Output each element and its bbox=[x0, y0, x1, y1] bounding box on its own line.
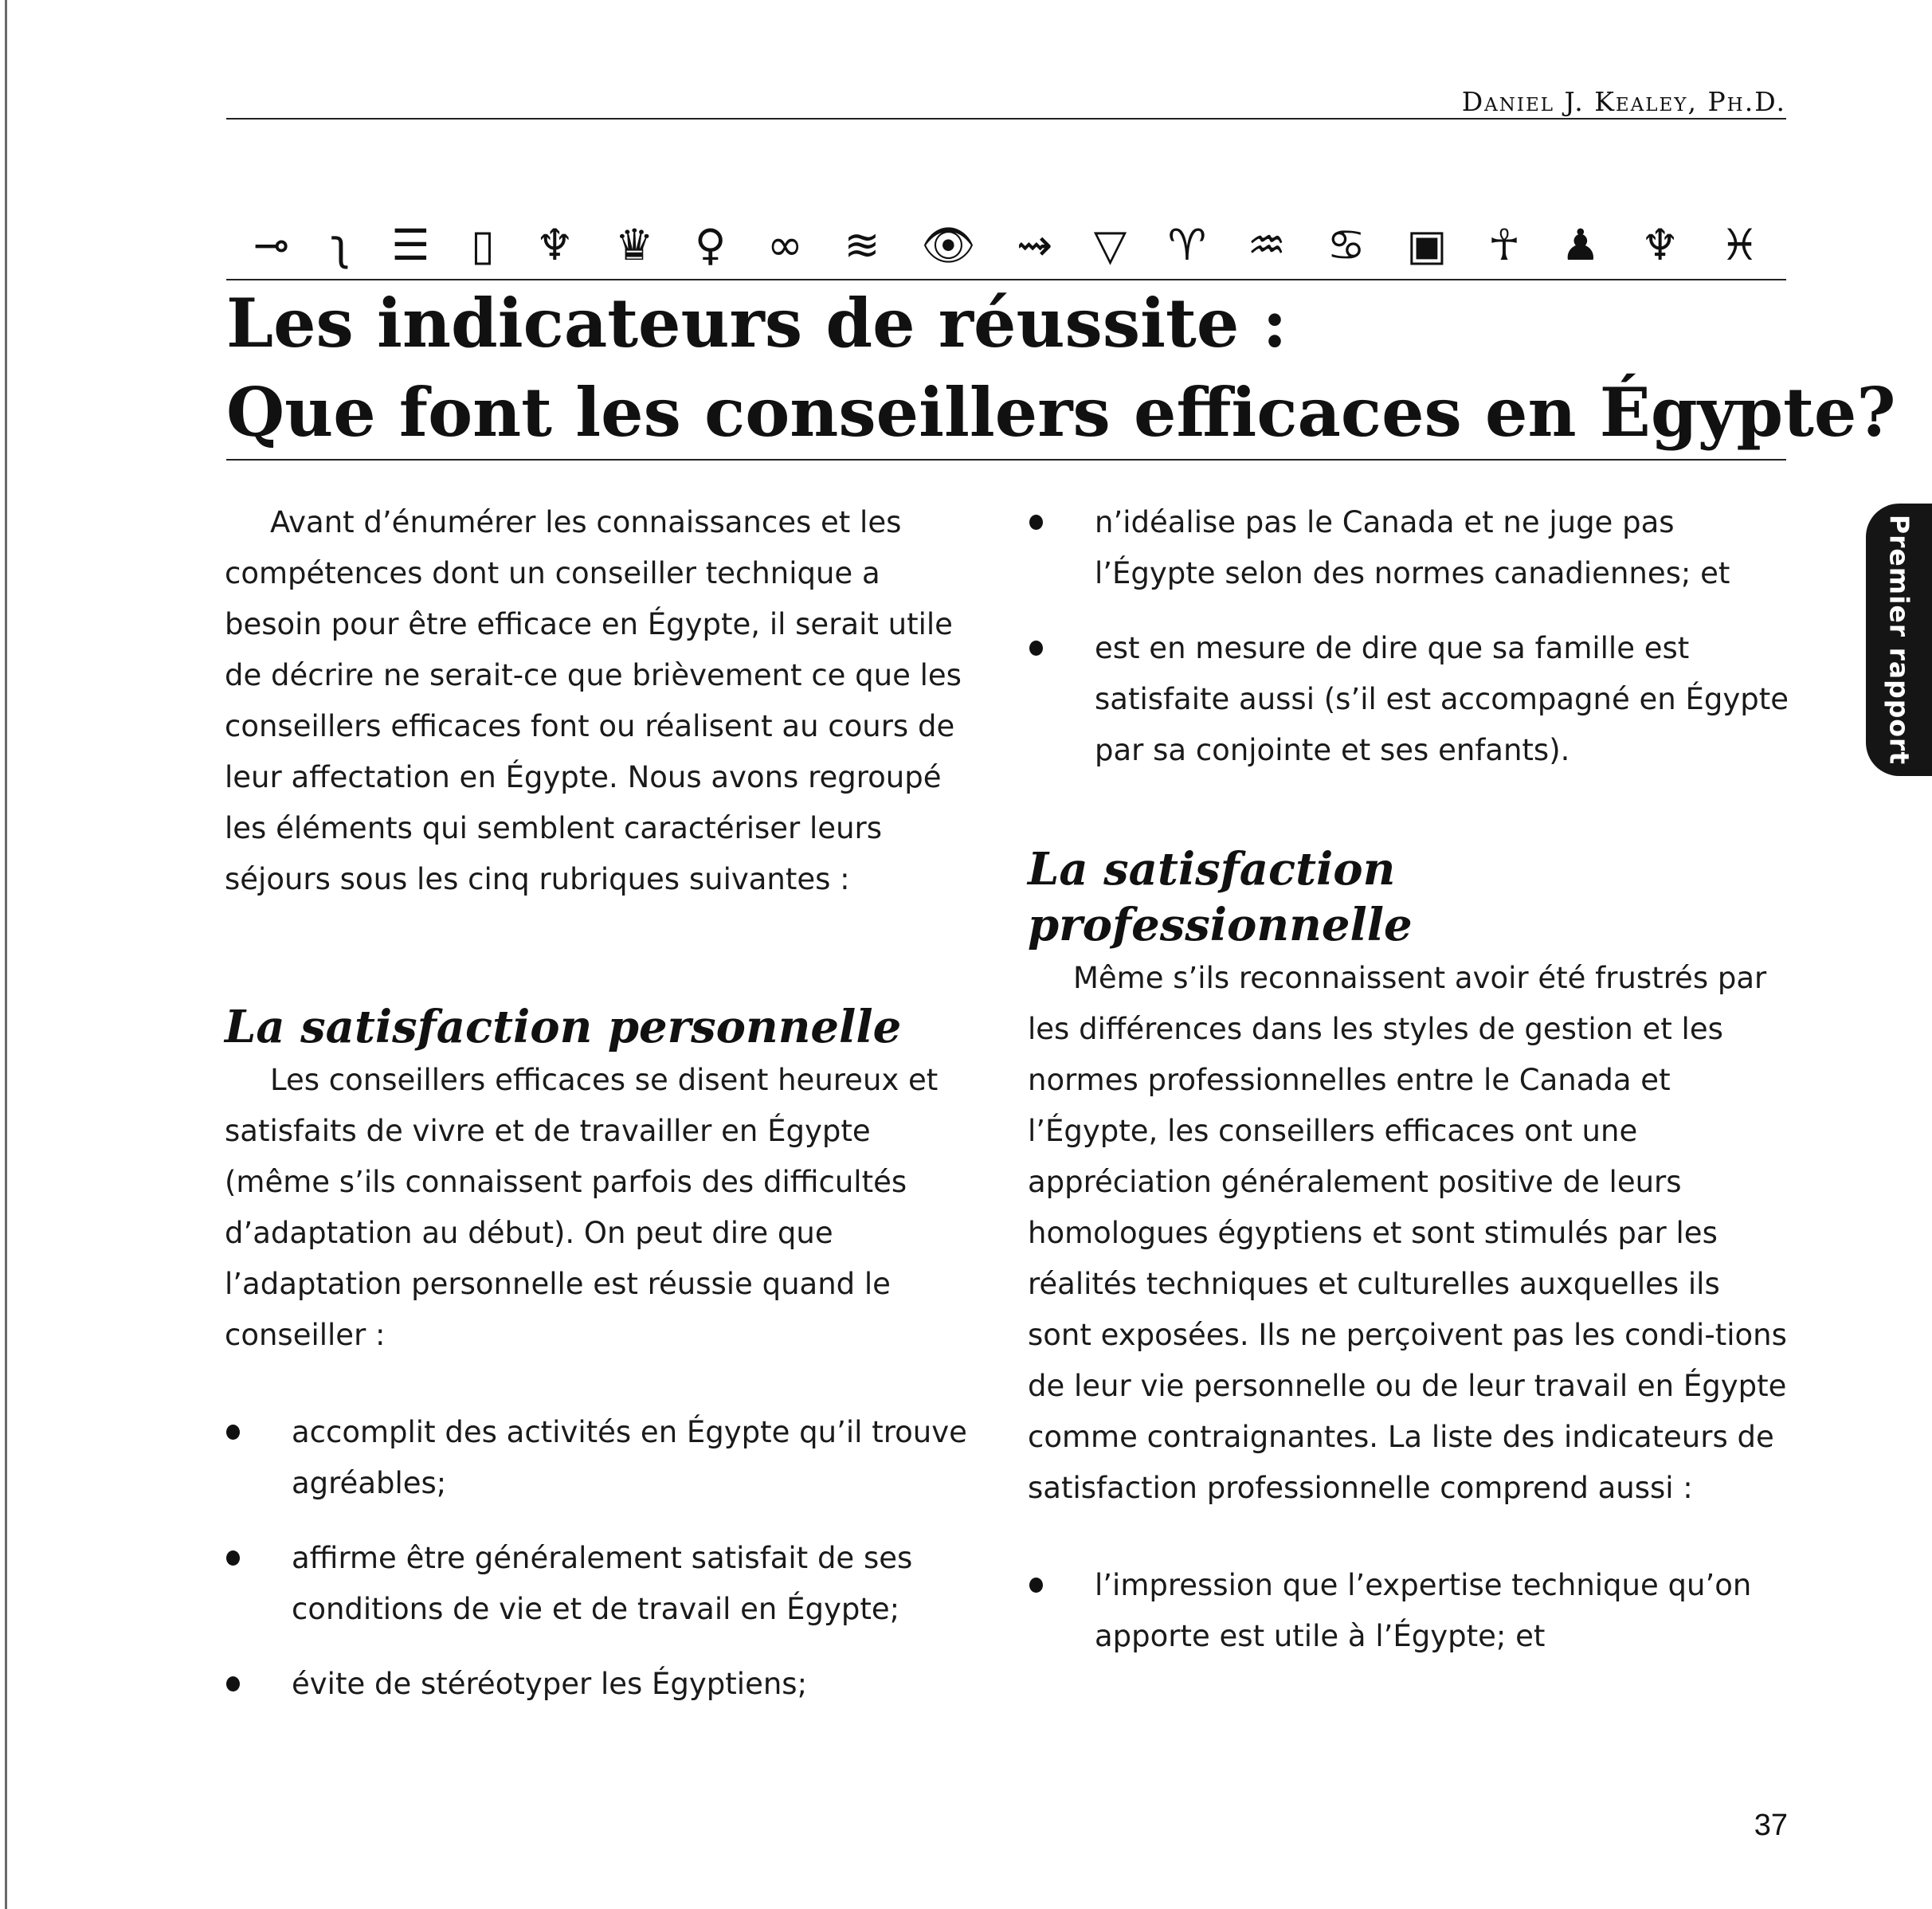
section-title-professional: La satisfaction professionnelle bbox=[1028, 843, 1413, 951]
hieroglyph-icon: ▽ bbox=[1093, 220, 1127, 270]
side-tab bbox=[1866, 504, 1932, 776]
title-line-1: Les indicateurs de réussite : bbox=[226, 284, 1287, 363]
side-tab-label: Premier rapport bbox=[1883, 514, 1914, 766]
hieroglyph-icon: 👁 bbox=[921, 220, 976, 270]
left-column bbox=[225, 497, 982, 1710]
hieroglyph-icon: ♓ bbox=[1720, 220, 1759, 270]
hieroglyph-icon: ♀ bbox=[694, 220, 727, 270]
hieroglyph-icon: ʅ bbox=[330, 220, 351, 270]
hieroglyph-icon: ☰ bbox=[391, 220, 430, 270]
list-item: est en mesure de dire que sa famille est satisfaite aussi (s’il est accompagné en Égypte par sa conjointe et ses enfants). bbox=[1028, 623, 1793, 776]
section-title-personal: La satisfaction personnelle bbox=[225, 1001, 902, 1053]
hieroglyph-icon: ♋ bbox=[1327, 220, 1366, 270]
bullet-list-professional bbox=[1028, 1560, 1793, 1662]
running-head-author: Daniel J. Kealey, Ph.D. bbox=[1461, 86, 1786, 117]
hieroglyph-icon: ⇝ bbox=[1017, 220, 1053, 270]
hieroglyph-icon: ▯ bbox=[470, 220, 495, 270]
hieroglyph-icon: ⊸ bbox=[253, 220, 290, 270]
hieroglyph-icon: ☥ bbox=[1487, 220, 1521, 270]
hieroglyph-icon: ♟ bbox=[1561, 220, 1601, 270]
title-line-2: Que font les conseillers efficaces en Égypte? bbox=[226, 373, 1896, 452]
section-body-personal: Les conseillers efficaces se disent heureux et satisfaits de vivre et de travailler en Égypte (même s’ils connaissent parfois des difficultés d’adaptation au début). On peut dire que l’adaptation personnelle est réussie quand le conseiller : bbox=[225, 1063, 939, 1352]
bullet-list-personal bbox=[225, 1407, 982, 1710]
hieroglyph-icon: ▣ bbox=[1406, 220, 1448, 270]
section-body-professional: Même s’ils reconnaissent avoir été frustrés par les différences dans les styles de gestion et les normes professionnelles entre le Canada et l’Égypte, les conseillers efficaces ont une appréciation généralement positive de leurs homologues égyptiens et sont stimulés par les réalités techniques et culturelles auxquelles ils sont exposées. Ils ne perçoivent pas les condi-tions de leur vie personnelle ou de leur travail en Égypte comme contraignantes. La liste des indicateurs de satisfaction professionnelle comprend aussi : bbox=[1028, 961, 1787, 1505]
hieroglyph-icon: ♆ bbox=[535, 220, 574, 270]
hieroglyph-icon: ♆ bbox=[1640, 220, 1679, 270]
hieroglyph-icon: ≋ bbox=[844, 220, 880, 270]
hieroglyph-icon: ♛ bbox=[615, 220, 654, 270]
list-item: n’idéalise pas le Canada et ne juge pas l’Égypte selon des normes canadiennes; et bbox=[1028, 497, 1793, 599]
intro-paragraph: Avant d’énumérer les connaissances et les compétences dont un conseiller technique a besoin pour être efficace en Égypte, il serait utile de décrire ne serait-ce que brièvement ce que les conseillers efficaces font ou réalisent au cours de leur affectation en Égypte. Nous avons regroupé les éléments qui semblent caractériser leurs séjours sous les cinq rubriques suivantes : bbox=[225, 505, 962, 896]
list-item: affirme être généralement satisfait de ses conditions de vie et de travail en Égypte; bbox=[225, 1533, 982, 1635]
hieroglyph-icon: ♈ bbox=[1167, 220, 1207, 270]
page-number: 37 bbox=[1754, 1809, 1788, 1842]
hieroglyph-icon: ∞ bbox=[766, 220, 803, 270]
page-title bbox=[226, 279, 1896, 457]
list-item: l’impression que l’expertise technique qu’on apporte est utile à l’Égypte; et bbox=[1028, 1560, 1793, 1662]
right-column bbox=[1028, 497, 1793, 1662]
scan-edge bbox=[5, 0, 7, 1909]
hieroglyph-strip bbox=[253, 187, 1759, 270]
list-item: évite de stéréotyper les Égyptiens; bbox=[225, 1659, 982, 1710]
bullet-list-personal-continued bbox=[1028, 497, 1793, 776]
header-rule bbox=[226, 118, 1786, 120]
list-item: accomplit des activités en Égypte qu’il trouve agréables; bbox=[225, 1407, 982, 1509]
title-rule bbox=[226, 459, 1786, 461]
hieroglyph-icon: ♒ bbox=[1247, 220, 1287, 270]
